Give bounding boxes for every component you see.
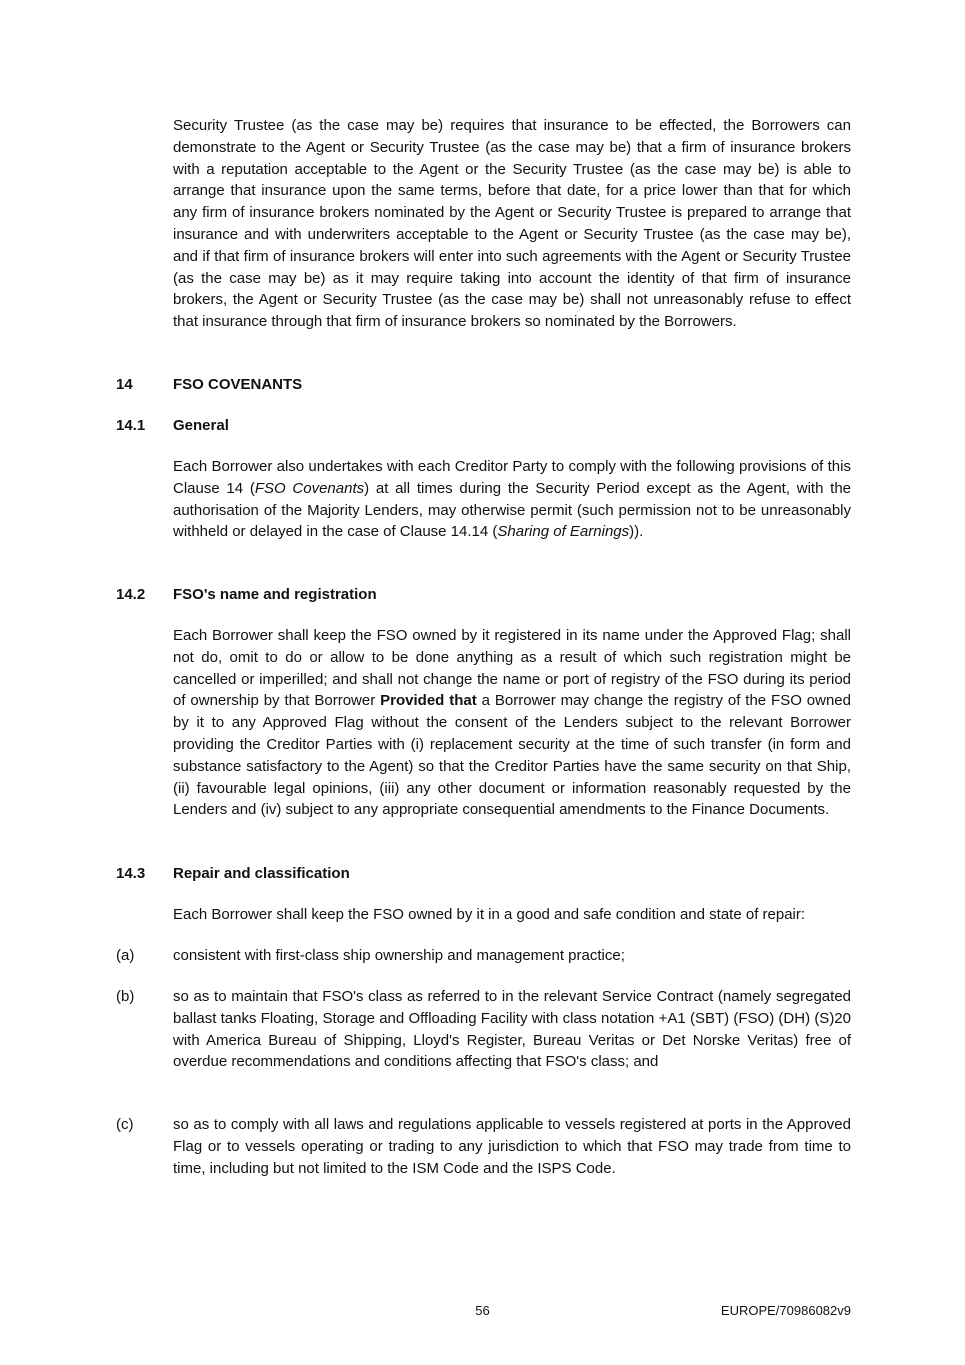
clause-14-2-text: Each Borrower shall keep the FSO owned by it registered in its name under the Approved Flag; shall not do, omit to do or allow to be done anything as a result of which such registration might be cancelled or imperilled; and shall not change the name or port of registry of the FSO during its period of ownership by that Borrower (173, 627, 851, 710)
clause-14-1-italic-ref: FSO Covenants (254, 479, 365, 497)
clause-14-1-text: ) at all times during the Security Period except as the Agent, with the authorisation of the Majority Lenders, may otherwise permit (such permission not to be unreasonably withheld or delayed in the case of Clause 14.14 ( (173, 479, 851, 541)
list-item-text: so as to comply with all laws and regulations applicable to vessels registered at ports in the Approved Flag or to vessels operating or trading to any jurisdiction to which that FSO may trade from time to time, including but not limited to the ISM Code and the ISPS Code. (173, 1116, 851, 1177)
clause-title-14-2: FSO's name and registration (173, 586, 377, 603)
list-item-text: consistent with first-class ship ownership and management practice; (173, 947, 625, 964)
clause-title-14-1: General (173, 417, 229, 434)
clause-title-14-3: Repair and classification (173, 865, 350, 882)
list-item-label: (a) (116, 947, 135, 964)
section-number: 14 (116, 376, 133, 393)
intro-paragraph: Security Trustee (as the case may be) requires that insurance to be effected, the Borrowers can demonstrate to the Agent or Security Trustee (as the case may be) that a firm of insurance brokers with a reputation acceptable to the Agent or the Security Trustee (as the case may be) is able to arrange that insurance upon the same terms, before that date, for a price lower than that for which any firm of insurance brokers nominated by the Agent or Security Trustee is prepared to arrange that insurance and with underwriters acceptable to the Agent or Security Trustee (as the case may be), and if that firm of insurance brokers will enter into such agreements with the Agent or Security Trustee (as the case may be) as it may require taking into account the identity of that firm of insurance brokers, the Agent or Security Trustee (as the case may be) shall not unreasonably refuse to effect that insurance through that firm of insurance brokers so nominated by the Borrowers. (173, 117, 851, 331)
clause-14-2-body (173, 625, 851, 821)
page-number: 56 (475, 1303, 490, 1318)
clause-14-1-body (173, 456, 851, 543)
clause-number-14-1: 14.1 (116, 417, 146, 434)
clause-14-1-italic-ref: Sharing of Earnings (497, 523, 630, 541)
list-item-label: (c) (116, 1116, 134, 1133)
clause-number-14-2: 14.2 (116, 586, 146, 603)
clause-14-3-intro: Each Borrower shall keep the FSO owned by it in a good and safe condition and state of repair: (173, 906, 806, 923)
section-title: FSO COVENANTS (173, 376, 303, 393)
clause-14-2-proviso: Provided that (380, 692, 477, 710)
document-reference: EUROPE/70986082v9 (720, 1303, 851, 1318)
list-item-label: (b) (116, 988, 135, 1005)
clause-number-14-3: 14.3 (116, 865, 146, 882)
clause-14-2-text: a Borrower may change the registry of the FSO owned by it to any Approved Flag without the consent of the Lenders subject to the relevant Borrower providing the Creditor Parties with (i) replacement security at the time of such transfer (in form and substance satisfactory to the Agent) so that the Creditor Parties have the same security on that Ship, (ii) favourable legal opinions, (iii) any other document or information reasonably requested by the Lenders and (iv) subject to any appropriate consequential amendments to the Finance Documents. (173, 692, 851, 819)
list-item-text: so as to maintain that FSO's class as referred to in the relevant Service Contract (namely segregated ballast tanks Floating, Storage and Offloading Facility with class notation +A1 (SBT) (FSO) (DH) (S)20 with America Bureau of Shipping, Lloyd's Register, Bureau Veritas or Det Norske Veritas) free of overdue recommendations and conditions affecting that FSO's class; and (173, 988, 851, 1071)
clause-14-1-text: Each Borrower also undertakes with each Creditor Party to comply with the following provisions of this Clause 14 ( (173, 458, 851, 497)
clause-14-1-text: )). (629, 523, 644, 541)
